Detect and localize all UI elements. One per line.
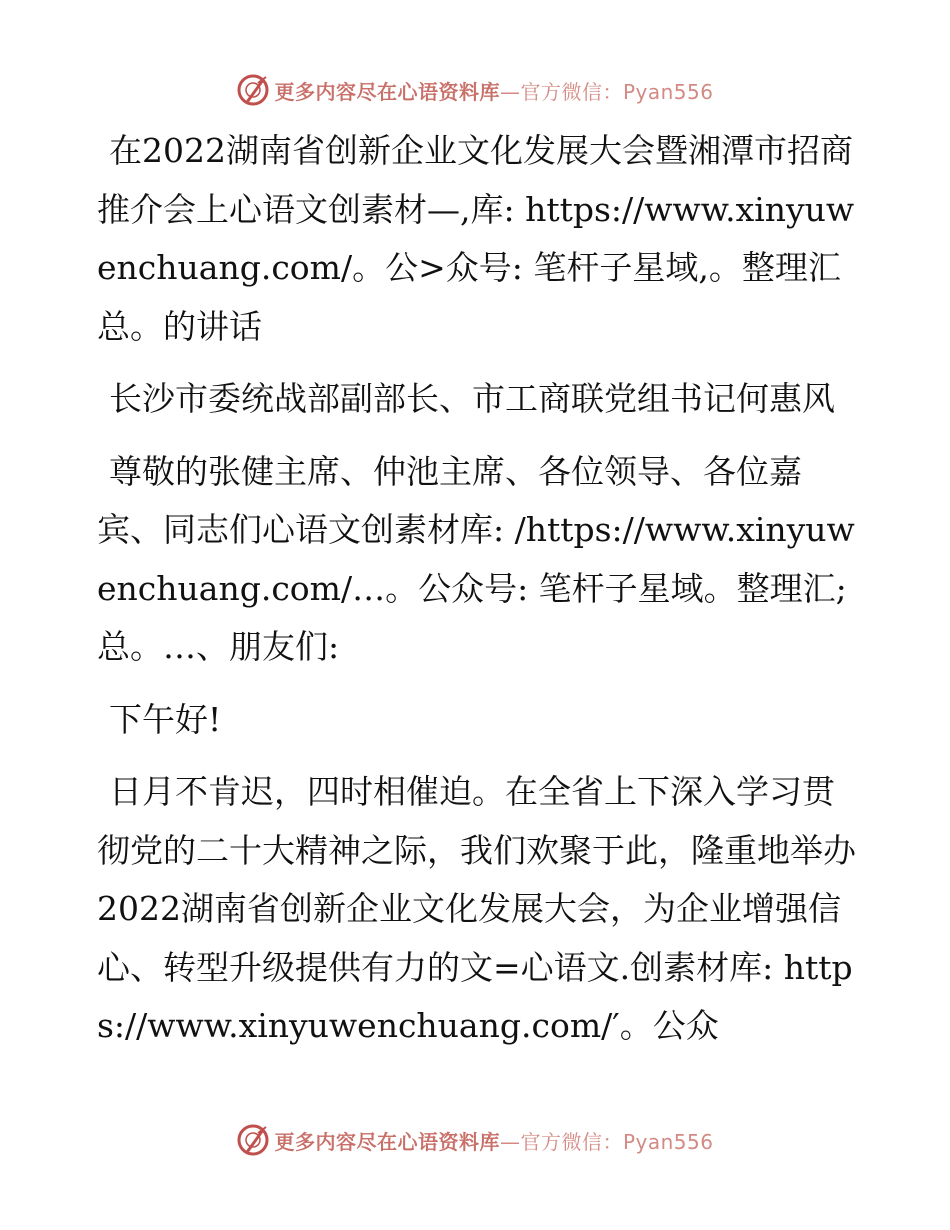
paragraph-greeting: 下午好! <box>109 699 222 739</box>
paragraph-title: 在2022湖南省创新企业文化发展大会暨湘潭市招商推介会上心语文创素材—,库: https://www.xinyuwenchuang.com/。公>众号: 笔杆子星域,。整理汇总。的讲话 <box>97 131 855 346</box>
header-banner-tail: 官方微信：Pyan556 <box>520 79 714 104</box>
document-body <box>97 122 857 1070</box>
paragraph-body: 日月不肯迟，四时相催迫。在全省上下深入学习贯彻党的二十大精神之际，我们欢聚于此，隆重地举办2022湖南省创新企业文化发展大会，为企业增强信心、转型升级提供有力的文=心语文.创素材库: https://www.xinyuwenchuang.com/′。公众 <box>97 772 856 1045</box>
header-banner <box>0 70 950 110</box>
quill-pen-seal-icon <box>236 73 270 107</box>
footer-banner-dash: — <box>499 1129 521 1154</box>
footer-banner-text <box>274 1126 713 1155</box>
header-banner-text <box>274 76 713 105</box>
footer-banner-main: 更多内容尽在心语资料库 <box>274 1129 500 1154</box>
quill-pen-seal-icon <box>236 1123 270 1157</box>
footer-banner-tail: 官方微信：Pyan556 <box>520 1129 714 1154</box>
header-banner-main: 更多内容尽在心语资料库 <box>274 79 500 104</box>
paragraph-salutation: 尊敬的张健主席、仲池主席、各位领导、各位嘉宾、同志们心语文创素材库: /https://www.xinyuwenchuang.com/…。公众号: 笔杆子星域。整理汇;总。…、朋友们: <box>97 451 855 666</box>
header-banner-dash: — <box>499 79 521 104</box>
footer-banner <box>0 1120 950 1160</box>
paragraph-speaker: 长沙市委统战部副部长、市工商联党组书记何惠风 <box>109 379 835 418</box>
